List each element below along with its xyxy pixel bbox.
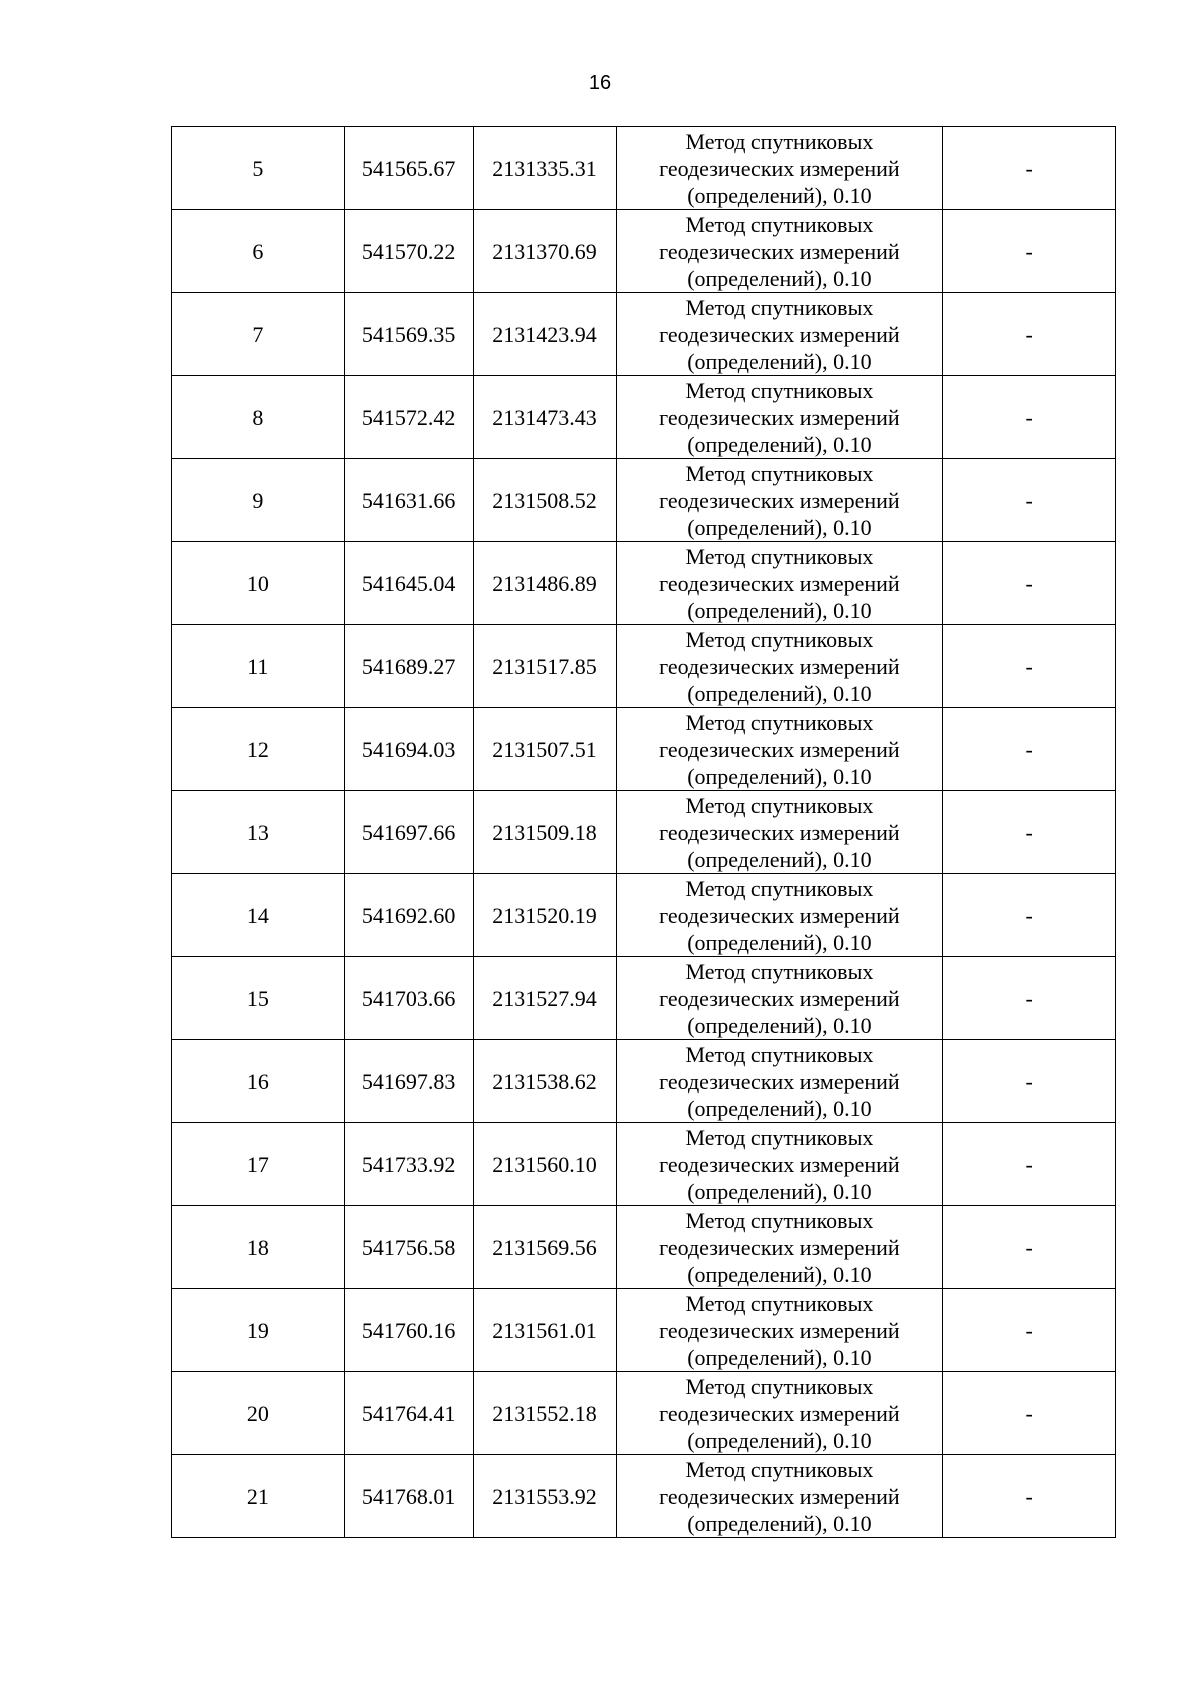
method-cell xyxy=(616,1372,943,1455)
method-line: (определений), 0.10 xyxy=(687,1178,872,1204)
x-coordinate-cell: 541703.66 xyxy=(344,957,473,1040)
table-row xyxy=(172,376,1116,459)
method-line: геодезических измерений xyxy=(659,1234,900,1260)
method-cell xyxy=(616,874,943,957)
method-cell xyxy=(616,459,943,542)
description-cell: - xyxy=(943,957,1116,1040)
table-row xyxy=(172,127,1116,210)
x-coordinate-cell: 541733.92 xyxy=(344,1123,473,1206)
point-number-cell: 19 xyxy=(172,1289,345,1372)
method-line: геодезических измерений xyxy=(659,570,900,596)
description-cell: - xyxy=(943,542,1116,625)
description-cell: - xyxy=(943,376,1116,459)
table-row xyxy=(172,542,1116,625)
table-row xyxy=(172,708,1116,791)
x-coordinate-cell: 541756.58 xyxy=(344,1206,473,1289)
x-coordinate-cell: 541697.66 xyxy=(344,791,473,874)
x-coordinate-cell: 541764.41 xyxy=(344,1372,473,1455)
description-cell: - xyxy=(943,127,1116,210)
description-cell: - xyxy=(943,1372,1116,1455)
table-row xyxy=(172,293,1116,376)
description-cell: - xyxy=(943,874,1116,957)
method-line: (определений), 0.10 xyxy=(687,929,872,955)
method-line: Метод спутниковых xyxy=(685,709,874,735)
method-cell xyxy=(616,1289,943,1372)
point-number-cell: 20 xyxy=(172,1372,345,1455)
method-cell xyxy=(616,625,943,708)
method-line: (определений), 0.10 xyxy=(687,1344,872,1370)
y-coordinate-cell: 2131486.89 xyxy=(473,542,616,625)
point-number-cell: 18 xyxy=(172,1206,345,1289)
x-coordinate-cell: 541645.04 xyxy=(344,542,473,625)
x-coordinate-cell: 541565.67 xyxy=(344,127,473,210)
method-line: Метод спутниковых xyxy=(685,1456,874,1482)
coordinates-table xyxy=(171,126,1116,1538)
x-coordinate-cell: 541689.27 xyxy=(344,625,473,708)
method-cell xyxy=(616,1040,943,1123)
method-line: Метод спутниковых xyxy=(685,1290,874,1316)
method-line: Метод спутниковых xyxy=(685,958,874,984)
method-line: геодезических измерений xyxy=(659,1317,900,1343)
method-line: (определений), 0.10 xyxy=(687,846,872,872)
method-line: геодезических измерений xyxy=(659,487,900,513)
method-line: (определений), 0.10 xyxy=(687,348,872,374)
x-coordinate-cell: 541694.03 xyxy=(344,708,473,791)
method-cell xyxy=(616,542,943,625)
point-number-cell: 8 xyxy=(172,376,345,459)
table-row xyxy=(172,1123,1116,1206)
x-coordinate-cell: 541768.01 xyxy=(344,1455,473,1538)
method-cell xyxy=(616,210,943,293)
method-line: (определений), 0.10 xyxy=(687,680,872,706)
method-line: Метод спутниковых xyxy=(685,1041,874,1067)
x-coordinate-cell: 541569.35 xyxy=(344,293,473,376)
method-line: Метод спутниковых xyxy=(685,377,874,403)
table-row xyxy=(172,874,1116,957)
method-line: (определений), 0.10 xyxy=(687,1095,872,1121)
method-line: геодезических измерений xyxy=(659,985,900,1011)
table-row xyxy=(172,1455,1116,1538)
method-line: геодезических измерений xyxy=(659,1400,900,1426)
y-coordinate-cell: 2131569.56 xyxy=(473,1206,616,1289)
method-line: Метод спутниковых xyxy=(685,543,874,569)
method-line: геодезических измерений xyxy=(659,653,900,679)
method-line: (определений), 0.10 xyxy=(687,182,872,208)
y-coordinate-cell: 2131517.85 xyxy=(473,625,616,708)
x-coordinate-cell: 541760.16 xyxy=(344,1289,473,1372)
method-line: геодезических измерений xyxy=(659,819,900,845)
page-number: 16 xyxy=(588,72,612,94)
x-coordinate-cell: 541631.66 xyxy=(344,459,473,542)
description-cell: - xyxy=(943,293,1116,376)
y-coordinate-cell: 2131507.51 xyxy=(473,708,616,791)
point-number-cell: 9 xyxy=(172,459,345,542)
table-row xyxy=(172,625,1116,708)
point-number-cell: 10 xyxy=(172,542,345,625)
y-coordinate-cell: 2131560.10 xyxy=(473,1123,616,1206)
point-number-cell: 6 xyxy=(172,210,345,293)
description-cell: - xyxy=(943,210,1116,293)
description-cell: - xyxy=(943,1040,1116,1123)
table-row xyxy=(172,1372,1116,1455)
method-line: Метод спутниковых xyxy=(685,792,874,818)
method-line: Метод спутниковых xyxy=(685,294,874,320)
method-line: геодезических измерений xyxy=(659,902,900,928)
method-line: Метод спутниковых xyxy=(685,211,874,237)
method-line: геодезических измерений xyxy=(659,1151,900,1177)
table-row xyxy=(172,1040,1116,1123)
point-number-cell: 12 xyxy=(172,708,345,791)
method-line: (определений), 0.10 xyxy=(687,431,872,457)
method-cell xyxy=(616,791,943,874)
method-line: Метод спутниковых xyxy=(685,1207,874,1233)
y-coordinate-cell: 2131335.31 xyxy=(473,127,616,210)
method-line: Метод спутниковых xyxy=(685,460,874,486)
method-line: (определений), 0.10 xyxy=(687,265,872,291)
y-coordinate-cell: 2131538.62 xyxy=(473,1040,616,1123)
method-line: (определений), 0.10 xyxy=(687,514,872,540)
method-line: (определений), 0.10 xyxy=(687,1012,872,1038)
method-cell xyxy=(616,293,943,376)
point-number-cell: 14 xyxy=(172,874,345,957)
method-line: Метод спутниковых xyxy=(685,875,874,901)
point-number-cell: 7 xyxy=(172,293,345,376)
table-row xyxy=(172,210,1116,293)
method-cell xyxy=(616,1455,943,1538)
point-number-cell: 16 xyxy=(172,1040,345,1123)
y-coordinate-cell: 2131473.43 xyxy=(473,376,616,459)
point-number-cell: 15 xyxy=(172,957,345,1040)
table-row xyxy=(172,1289,1116,1372)
description-cell: - xyxy=(943,1455,1116,1538)
method-line: (определений), 0.10 xyxy=(687,597,872,623)
method-line: геодезических измерений xyxy=(659,238,900,264)
y-coordinate-cell: 2131527.94 xyxy=(473,957,616,1040)
method-line: геодезических измерений xyxy=(659,1483,900,1509)
description-cell: - xyxy=(943,1123,1116,1206)
y-coordinate-cell: 2131370.69 xyxy=(473,210,616,293)
method-line: (определений), 0.10 xyxy=(687,1427,872,1453)
description-cell: - xyxy=(943,625,1116,708)
description-cell: - xyxy=(943,1206,1116,1289)
coordinates-table-body xyxy=(172,127,1116,1538)
point-number-cell: 11 xyxy=(172,625,345,708)
y-coordinate-cell: 2131561.01 xyxy=(473,1289,616,1372)
method-cell xyxy=(616,127,943,210)
method-cell xyxy=(616,1206,943,1289)
y-coordinate-cell: 2131552.18 xyxy=(473,1372,616,1455)
point-number-cell: 5 xyxy=(172,127,345,210)
x-coordinate-cell: 541697.83 xyxy=(344,1040,473,1123)
description-cell: - xyxy=(943,791,1116,874)
method-line: геодезических измерений xyxy=(659,404,900,430)
table-row xyxy=(172,957,1116,1040)
description-cell: - xyxy=(943,459,1116,542)
method-line: геодезических измерений xyxy=(659,736,900,762)
method-line: (определений), 0.10 xyxy=(687,763,872,789)
y-coordinate-cell: 2131509.18 xyxy=(473,791,616,874)
point-number-cell: 21 xyxy=(172,1455,345,1538)
method-line: геодезических измерений xyxy=(659,1068,900,1094)
y-coordinate-cell: 2131553.92 xyxy=(473,1455,616,1538)
method-line: Метод спутниковых xyxy=(685,1373,874,1399)
table-row xyxy=(172,459,1116,542)
x-coordinate-cell: 541570.22 xyxy=(344,210,473,293)
method-cell xyxy=(616,1123,943,1206)
description-cell: - xyxy=(943,708,1116,791)
y-coordinate-cell: 2131520.19 xyxy=(473,874,616,957)
method-line: (определений), 0.10 xyxy=(687,1510,872,1536)
method-line: геодезических измерений xyxy=(659,321,900,347)
method-cell xyxy=(616,957,943,1040)
method-cell xyxy=(616,376,943,459)
method-line: Метод спутниковых xyxy=(685,626,874,652)
method-cell xyxy=(616,708,943,791)
table-row xyxy=(172,791,1116,874)
table-row xyxy=(172,1206,1116,1289)
method-line: (определений), 0.10 xyxy=(687,1261,872,1287)
method-line: Метод спутниковых xyxy=(685,1124,874,1150)
point-number-cell: 13 xyxy=(172,791,345,874)
method-line: Метод спутниковых xyxy=(685,128,874,154)
method-line: геодезических измерений xyxy=(659,155,900,181)
x-coordinate-cell: 541572.42 xyxy=(344,376,473,459)
y-coordinate-cell: 2131508.52 xyxy=(473,459,616,542)
description-cell: - xyxy=(943,1289,1116,1372)
point-number-cell: 17 xyxy=(172,1123,345,1206)
x-coordinate-cell: 541692.60 xyxy=(344,874,473,957)
y-coordinate-cell: 2131423.94 xyxy=(473,293,616,376)
